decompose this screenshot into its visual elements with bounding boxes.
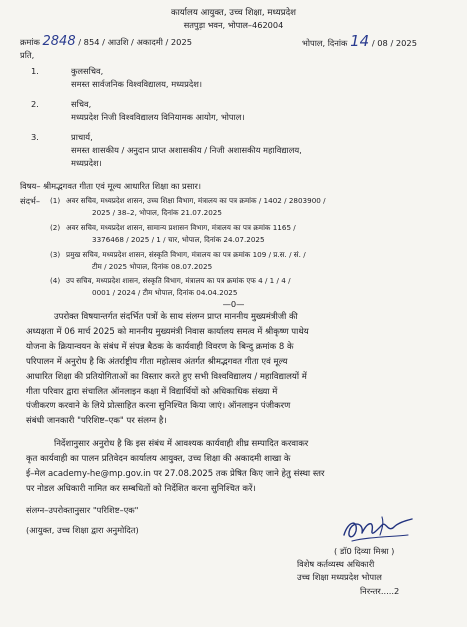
reference-item: अवर सचिव, मध्यप्रदेश शासन, सामान्य प्रशासन विभाग, मंत्रालय का पत्र क्रमांक 1165 / bbox=[66, 223, 296, 232]
recipient-detail: मध्यप्रदेश निजी विश्वविद्यालय विनियामक आयोग, भोपाल। bbox=[71, 112, 245, 122]
continued-marker: निरन्तर.....2 bbox=[360, 586, 400, 596]
recipient-detail: मध्यप्रदेश। bbox=[71, 158, 102, 168]
letter-date: भोपाल, दिनांक 14 / 08 / 2025 bbox=[302, 32, 417, 50]
reference-item: प्रमुख सचिव, मध्यप्रदेश शासन, संस्कृति विभाग, मंत्रालय का पत्र क्रमांक 109 / प्र.स. / सं. / bbox=[66, 250, 306, 259]
recipient-number: 3. bbox=[31, 132, 39, 142]
reference-item: अवर सचिव, मध्यप्रदेश शासन, उच्च शिक्षा विभाग, मंत्रालय का पत्र क्रमांक / 1402 / 2803900 / bbox=[66, 196, 326, 205]
handwritten-signature bbox=[338, 511, 416, 545]
reference-number-item: (1) bbox=[50, 196, 61, 205]
approval-note: (आयुक्त, उच्च शिक्षा द्वारा अनुमोदित) bbox=[26, 525, 139, 535]
body-paragraph-1: उपरोक्त विषयान्तर्गत संदर्भित पत्रों के साथ संलग्न प्राप्त माननीय मुख्यमंत्रीजी की अध्यक्षता में 06 मार्च 2025 को माननीय मुख्यमंत्री निवास कार्यालय समत्व में श्रीकृष्ण पाथेय योजना के क्रियान्वयन के संबंध में संपन्न बैठक के कार्यवाही विवरण के बिन्दु क्रमांक 8 के परिपालन में अनुरोध है कि अंतर्राष्ट्रीय गीता महोत्सव अंतर्गत श्रीमद्भगवत गीता एवं मूल्य आधारित शिक्षा की प्रतियोगिताओं का विस्तार करते हुए सभी विश्वविद्यालय / महाविद्यालयों में गीता परिवार द्वारा संचालित ऑनलाइन कक्षा में विद्यार्थियों को अधिकाधिक संख्या में पंजीकरण करवाने के लिये प्रोत्साहित करना सुनिश्चित किया जाएं। ऑनलाइन पंजीकरण संबंधी जानकारी "परिशिष्ट–एक" पर संलग्न है। bbox=[26, 312, 309, 427]
signatory-designation: विशेष कर्तव्यस्थ अधिकारी bbox=[297, 559, 375, 569]
signatory-name: ( डॉ0 दिव्या मिश्रा ) bbox=[334, 546, 395, 556]
divider: —0— bbox=[222, 299, 245, 309]
reference-item: 2025 / 38–2, भोपाल, दिनांक 21.07.2025 bbox=[92, 208, 222, 217]
enclosure-note: संलग्न–उपरोक्तानुसार "परिशिष्ट–एक" bbox=[26, 505, 139, 515]
references-label: संदर्भ– bbox=[20, 196, 40, 206]
handwritten-number: 2848 bbox=[42, 34, 76, 49]
office-heading: कार्यालय आयुक्त, उच्च शिक्षा, मध्यप्रदेश bbox=[170, 8, 297, 18]
reference-item: टीम / 2025 भोपाल, दिनांक 08.07.2025 bbox=[92, 262, 213, 271]
recipient-detail: समस्त शासकीय / अनुदान प्राप्त अशासकीय / निजी अशासकीय महाविद्यालय, bbox=[71, 145, 302, 155]
recipient-title: कुलसचिव, bbox=[71, 66, 104, 76]
recipient-title: सचिव, bbox=[71, 99, 92, 109]
reference-item: 3376468 / 2025 / 1 / चार, भोपाल, दिनांक 24.07.2025 bbox=[92, 235, 265, 244]
recipient-detail: समस्त सार्वजनिक विश्वविद्यालय, मध्यप्रदेश। bbox=[71, 79, 203, 89]
handwritten-day: 14 bbox=[350, 32, 370, 50]
subject-line: विषय– श्रीमद्भगवत गीता एवं मूल्य आधारित शिक्षा का प्रसार। bbox=[20, 181, 202, 191]
office-address: सतपुड़ा भवन, भोपाल–462004 bbox=[183, 20, 284, 30]
signatory-office: उच्च शिक्षा मध्यप्रदेश भोपाल bbox=[297, 572, 382, 582]
reference-number-item: (2) bbox=[50, 223, 61, 232]
reference-item: 0001 / 2024 / टीम भोपाल, दिनांक 04.04.2025 bbox=[92, 288, 238, 297]
recipient-title: प्राचार्य, bbox=[71, 132, 93, 142]
reference-number-item: (4) bbox=[50, 276, 61, 285]
body-paragraph-2: निर्देशानुसार अनुरोध है कि इस संबंध में आवश्यक कार्यवाही शीघ्र सम्पादित करवाकर कृत कार्यवाही का पालन प्रतिवेदन कार्यालय आयुक्त, उच्च शिक्षा की अकादमी शाखा के ई–मेल academy-he@mp.gov.in पर 27.08.2025 तक प्रेषित किए जाने हेतु संस्था स्तर पर नोडल अधिकारी नामित कर सम्बधितों को निर्देशित करना सुनिश्चित करें। bbox=[26, 439, 325, 494]
recipient-number: 1. bbox=[31, 66, 39, 76]
reference-number-item: (3) bbox=[50, 250, 61, 259]
recipient-number: 2. bbox=[31, 99, 39, 109]
reference-item: उप सचिव, मध्यप्रदेश शासन, संस्कृति विभाग, मंत्रालय का पत्र क्रमांक एफ 4 / 1 / 4 / bbox=[66, 276, 291, 285]
reference-number: क्रमांक 2848 / 854 / आउशि / अकादमी / 2025 bbox=[20, 34, 193, 49]
prati-label: प्रति, bbox=[20, 50, 35, 60]
